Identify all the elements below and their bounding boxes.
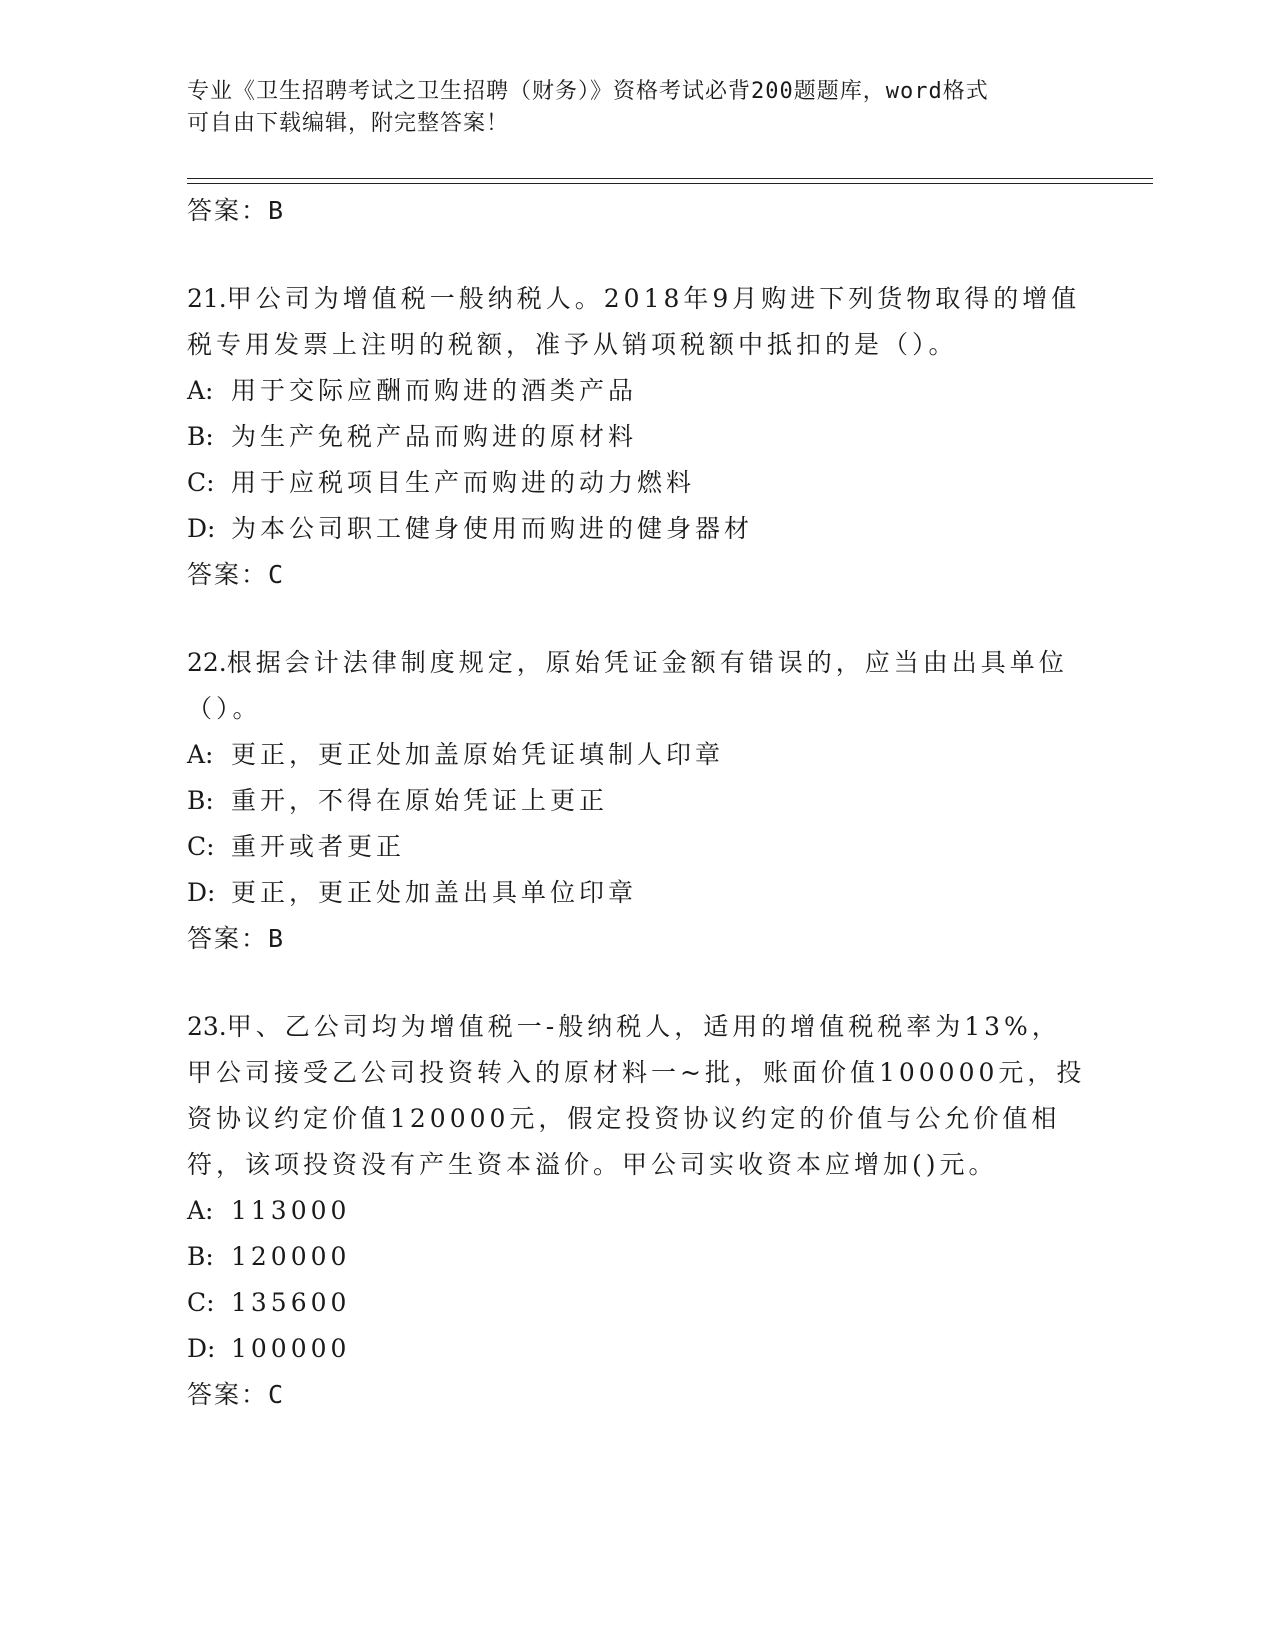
option-key: B:: [187, 1242, 214, 1271]
option-b: [187, 1234, 1087, 1280]
question-stem: 甲公司为增值税一般纳税人。2018年9月购进下列货物取得的增值税专用发票上注明的税额，准予从销项税额中抵扣的是（）。: [187, 284, 1081, 359]
header-title-line-2: 可自由下载编辑，附完整答案！: [187, 111, 510, 136]
header-title-line-1: 专业《卫生招聘考试之卫生招聘（财务）》资格考试必背200题题库，word格式: [187, 79, 989, 104]
question-stem: 甲、乙公司均为增值税一-般纳税人，适用的增值税税率为13%，甲公司接受乙公司投资转入的原材料一~批，账面价值100000元，投资协议约定价值120000元，假定投资协议约定的价值与公允价值相符，该项投资没有产生资本溢价。甲公司实收资本应增加()元。: [187, 1012, 1086, 1179]
question-number: 22.: [187, 648, 227, 677]
question-number: 21.: [187, 284, 227, 313]
option-text: 135600: [231, 1288, 351, 1317]
question-item: [187, 276, 1087, 598]
question-stem: 根据会计法律制度规定，原始凭证金额有错误的，应当由出具单位（）。: [187, 648, 1068, 723]
header-divider-bottom: [187, 183, 1153, 184]
option-key: A:: [187, 740, 214, 769]
question-item: [187, 1004, 1087, 1418]
option-key: C:: [187, 832, 215, 861]
option-text: 120000: [231, 1242, 351, 1271]
answer-line: 答案：B: [187, 924, 286, 953]
option-key: D:: [187, 1334, 216, 1363]
option-a: [187, 368, 1087, 414]
page-header: [187, 76, 1087, 140]
question-text: [187, 276, 1087, 368]
option-text: 为本公司职工健身使用而购进的健身器材: [231, 514, 754, 543]
option-a: [187, 1188, 1087, 1234]
question-item: [187, 640, 1087, 962]
answer-line: 答案：C: [187, 1380, 286, 1409]
option-text: 100000: [231, 1334, 351, 1363]
option-text: 113000: [231, 1196, 351, 1225]
option-key: B:: [187, 786, 214, 815]
option-key: A:: [187, 376, 214, 405]
option-key: D:: [187, 514, 216, 543]
option-d: [187, 506, 1087, 552]
option-key: D:: [187, 878, 216, 907]
option-text: 更正，更正处加盖出具单位印章: [231, 878, 638, 907]
option-b: [187, 778, 1087, 824]
header-divider-top: [187, 178, 1153, 179]
option-text: 为生产免税产品而购进的原材料: [231, 422, 638, 451]
answer-line: 答案：B: [187, 196, 286, 225]
option-d: [187, 1326, 1087, 1372]
option-text: 用于交际应酬而购进的酒类产品: [231, 376, 638, 405]
option-c: [187, 1280, 1087, 1326]
option-key: B:: [187, 422, 214, 451]
option-b: [187, 414, 1087, 460]
question-text: [187, 640, 1087, 732]
option-text: 用于应税项目生产而购进的动力燃料: [231, 468, 696, 497]
option-key: C:: [187, 468, 215, 497]
question-number: 23.: [187, 1012, 227, 1041]
option-a: [187, 732, 1087, 778]
option-key: C:: [187, 1288, 215, 1317]
option-c: [187, 460, 1087, 506]
answer-line: 答案：C: [187, 560, 286, 589]
option-key: A:: [187, 1196, 214, 1225]
option-text: 更正，更正处加盖原始凭证填制人印章: [231, 740, 725, 769]
option-d: [187, 870, 1087, 916]
document-body: [187, 188, 1087, 1418]
option-text: 重开，不得在原始凭证上更正: [231, 786, 609, 815]
question-text: [187, 1004, 1087, 1188]
option-text: 重开或者更正: [231, 832, 406, 861]
option-c: [187, 824, 1087, 870]
